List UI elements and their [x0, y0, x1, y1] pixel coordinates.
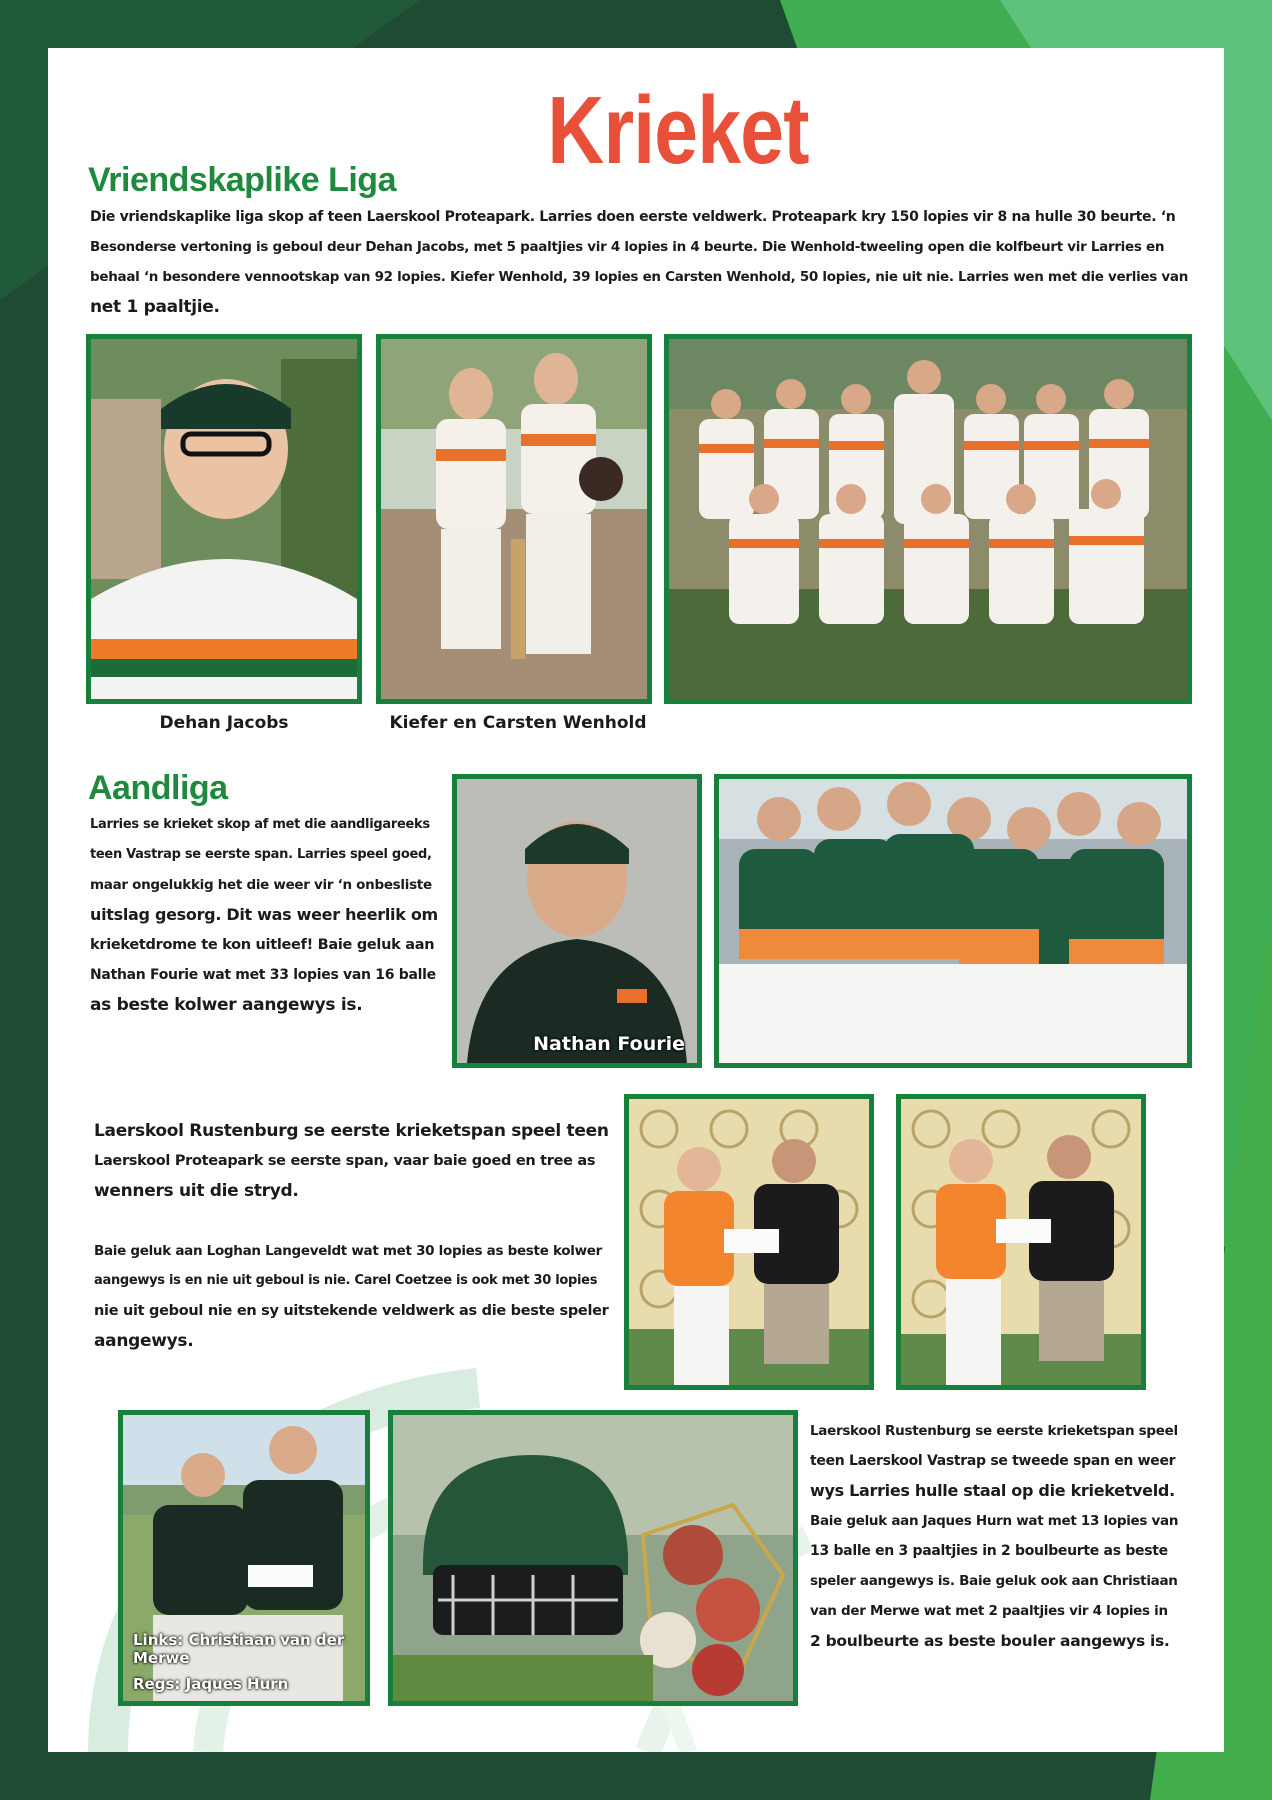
text-line: behaal ‘n besondere vennootskap van 92 lopies. Kiefer Wenhold, 39 lopies en Carsten Wenhold, 50 lopies, nie uit nie. Larries wen met die verlies van — [90, 269, 1189, 285]
photo-dehan-jacobs — [86, 334, 362, 704]
text-line: maar ongelukkig het die weer vir ‘n onbesliste — [90, 877, 432, 893]
text-line: Baie geluk aan Jaques Hurn wat met 13 lopies van — [810, 1513, 1179, 1529]
text-line: Baie geluk aan Loghan Langeveldt wat met 30 lopies as beste kolwer — [94, 1243, 602, 1259]
text-line: aangewys is en nie uit geboul is nie. Carel Coetzee is ook met 30 lopies — [94, 1273, 598, 1288]
text-line: nie uit geboul nie en sy uitstekende veldwerk as die beste speler — [94, 1303, 609, 1319]
caption-dehan-jacobs: Dehan Jacobs — [159, 713, 289, 733]
magazine-page — [48, 48, 1224, 1752]
photo-wenhold-twins — [376, 334, 652, 704]
text-line: wys Larries hulle staal op die krieketveld. — [810, 1481, 1175, 1500]
text-line: Larries se krieket skop af met die aandligareeks — [90, 817, 430, 832]
section-heading-aandliga: Aandliga — [88, 769, 228, 807]
photo-aandliga-huddle — [714, 774, 1192, 1068]
text-line: as beste kolwer aangewys is. — [90, 995, 363, 1015]
portrait-photo-placeholder — [91, 339, 357, 699]
photo-caption-nathan: Nathan Fourie — [533, 1033, 685, 1055]
text-line: Laerskool Rustenburg se eerste krieketspan speel teen — [94, 1121, 609, 1141]
caption-wenhold: Kiefer en Carsten Wenhold — [389, 713, 647, 733]
text-line: teen Vastrap se eerste span. Larries speel goed, — [90, 847, 432, 862]
text-line: Die vriendskaplike liga skop af teen Laerskool Proteapark. Larries doen eerste veldwerk. Proteapark kry 150 lopies vir 8 na hulle 30 beurte. ‘n — [90, 209, 1176, 225]
text-line: 13 balle en 3 paaltjies in 2 boulbeurte as beste — [810, 1543, 1168, 1559]
photo-christiaan-jaques — [118, 1410, 370, 1706]
portrait-photo-placeholder — [457, 779, 697, 1063]
photo-nathan-fourie — [452, 774, 702, 1068]
team-photo-placeholder — [669, 339, 1187, 699]
section-heading-vriendskaplike: Vriendskaplike Liga — [88, 161, 396, 199]
text-line: aangewys. — [94, 1331, 194, 1351]
photo-team-vriendskaplike — [664, 334, 1192, 704]
award-photo-placeholder — [901, 1099, 1141, 1385]
page-title: Krieket — [547, 77, 809, 184]
text-line: teen Laerskool Vastrap se tweede span en weer — [810, 1453, 1176, 1469]
still-life-photo-placeholder — [393, 1415, 793, 1701]
text-line: Besonderse vertoning is geboul deur Dehan Jacobs, met 5 paaltjies vir 4 lopies in 4 beurte. Die Wenhold-tweeling open die kolfbeurt vir Larries en — [90, 239, 1165, 255]
text-line: net 1 paaltjie. — [90, 297, 220, 317]
text-line: wenners uit die stryd. — [94, 1181, 299, 1201]
photo-caption-right: Regs: Jaques Hurn — [133, 1675, 289, 1693]
photo-award-carel — [896, 1094, 1146, 1390]
text-line: speler aangewys is. Baie geluk ook aan Christiaan — [810, 1573, 1178, 1589]
text-line: Laerskool Proteapark se eerste span, vaar baie goed en tree as — [94, 1153, 596, 1169]
text-line: van der Merwe wat met 2 paaltjies vir 4 lopies in — [810, 1603, 1168, 1619]
photo-caption-left: Links: Christiaan van der Merwe — [133, 1631, 345, 1667]
text-line: 2 boulbeurte as beste bouler aangewys is. — [810, 1632, 1170, 1650]
photo-award-loghan — [624, 1094, 874, 1390]
photo-helmet-balls — [388, 1410, 798, 1706]
twins-photo-placeholder — [381, 339, 647, 699]
text-line: krieketdrome te kon uitleef! Baie geluk aan — [90, 937, 435, 953]
huddle-photo-placeholder — [719, 779, 1187, 1063]
text-line: Nathan Fourie wat met 33 lopies van 16 balle — [90, 967, 436, 983]
text-line: Laerskool Rustenburg se eerste krieketspan speel — [810, 1423, 1178, 1439]
text-line: uitslag gesorg. Dit was weer heerlik om — [90, 905, 438, 924]
award-photo-placeholder — [629, 1099, 869, 1385]
